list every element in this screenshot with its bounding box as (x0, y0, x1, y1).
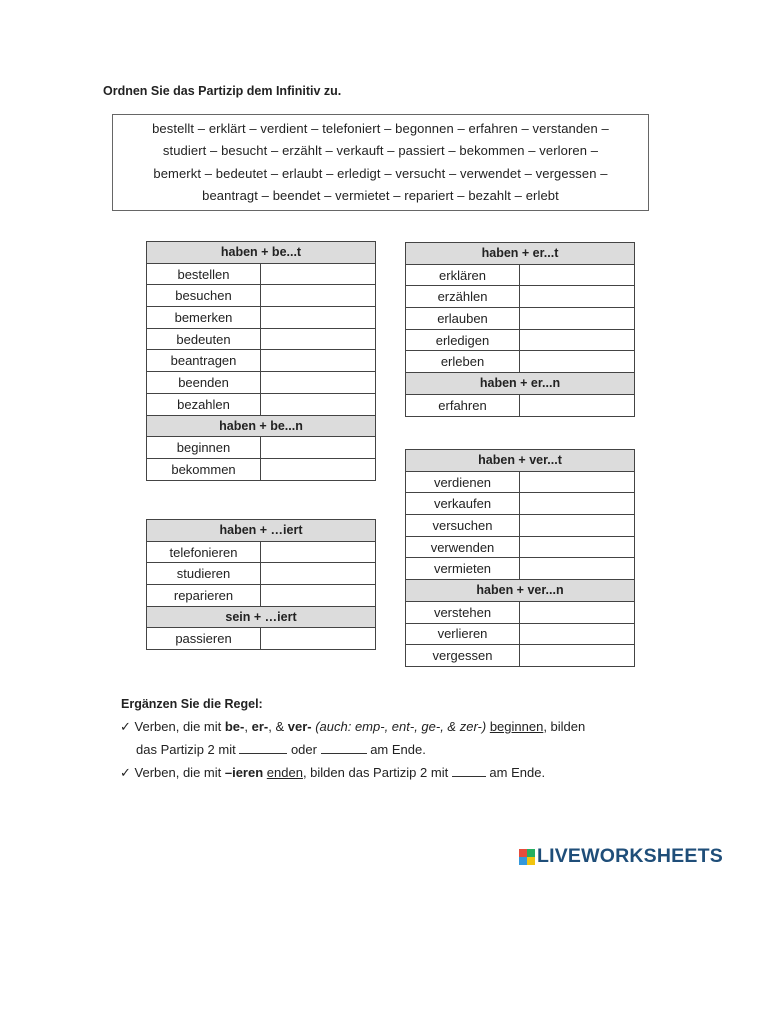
rule-text: , bilden das Partizip 2 mit (302, 765, 452, 780)
prefix-be: be- (224, 719, 245, 734)
answer-field[interactable] (261, 307, 376, 329)
table-header: sein + …iert (147, 606, 376, 628)
rule-text: Verben, die mit (130, 765, 225, 780)
answer-field[interactable] (261, 328, 376, 350)
table-row (147, 628, 376, 650)
logo-text: LIVEWORKSHEETS (537, 845, 723, 867)
infinitive-cell: verdienen (406, 471, 520, 493)
answer-field[interactable] (520, 601, 635, 623)
rule-text: am Ende. (366, 742, 426, 757)
blank-field[interactable] (452, 764, 486, 777)
table-row (406, 329, 635, 351)
rule-line-2 (120, 764, 545, 781)
table-ver-verbs (405, 449, 635, 667)
table-row (406, 623, 635, 645)
rule-line-1b (136, 741, 426, 757)
table-header: haben + be...t (147, 242, 376, 264)
answer-field[interactable] (261, 285, 376, 307)
infinitive-cell: erledigen (406, 329, 520, 351)
word-bank-line: beantragt – beendet – vermietet – repariert – bezahlt – erlebt (202, 188, 559, 203)
table-row (406, 536, 635, 558)
answer-field[interactable] (261, 458, 376, 480)
table-row (406, 308, 635, 330)
answer-field[interactable] (520, 645, 635, 667)
answer-field[interactable] (520, 471, 635, 493)
table-row (406, 394, 635, 416)
logo-icon (519, 849, 535, 865)
table-row (147, 541, 376, 563)
rule-text: Verben, die mit (130, 719, 225, 734)
infinitive-cell: bekommen (147, 458, 261, 480)
table-row (406, 264, 635, 286)
answer-field[interactable] (261, 372, 376, 394)
table-row (406, 515, 635, 537)
table-row (147, 372, 376, 394)
table-row (147, 585, 376, 607)
rule-text: , & (268, 719, 288, 734)
table-iert-verbs (146, 519, 376, 650)
table-row (406, 286, 635, 308)
table-row (406, 645, 635, 667)
rule-heading: Ergänzen Sie die Regel: (121, 697, 263, 711)
table-row (406, 601, 635, 623)
rule-text: , bilden (543, 719, 586, 734)
answer-field[interactable] (520, 264, 635, 286)
table-er-verbs (405, 242, 635, 417)
infinitive-cell: verstehen (406, 601, 520, 623)
infinitive-cell: verlieren (406, 623, 520, 645)
check-icon: ✓ (120, 719, 131, 734)
blank-field[interactable] (239, 741, 287, 754)
answer-field[interactable] (520, 351, 635, 373)
table-row (147, 437, 376, 459)
word-bank-line: studiert – besucht – erzählt – verkauft – passiert – bekommen – verloren – (162, 143, 599, 158)
infinitive-cell: passieren (147, 628, 261, 650)
rule-line-1 (120, 719, 585, 735)
answer-field[interactable] (261, 541, 376, 563)
answer-field[interactable] (261, 263, 376, 285)
word-bank (112, 114, 649, 211)
infinitive-cell: erklären (406, 264, 520, 286)
table-row (147, 307, 376, 329)
answer-field[interactable] (261, 628, 376, 650)
table-header: haben + ver...n (406, 580, 635, 602)
infinitive-cell: beginnen (147, 437, 261, 459)
table-header: haben + be...n (147, 415, 376, 437)
prefix-er: er- (251, 719, 269, 734)
answer-field[interactable] (520, 308, 635, 330)
word-bank-line: bestellt – erklärt – verdient – telefoniert – begonnen – erfahren – verstanden – (152, 120, 609, 136)
table-row (147, 458, 376, 480)
rule-text: am Ende. (485, 765, 546, 780)
table-header: haben + …iert (147, 520, 376, 542)
infinitive-cell: versuchen (406, 515, 520, 537)
infinitive-cell: bedeuten (147, 328, 261, 350)
infinitive-cell: verwenden (406, 536, 520, 558)
infinitive-cell: vermieten (406, 558, 520, 580)
answer-field[interactable] (261, 350, 376, 372)
infinitive-cell: besuchen (147, 285, 261, 307)
rule-parenthetical: (auch: emp-, ent-, ge-, & zer-) (311, 719, 487, 734)
table-row (147, 263, 376, 285)
prefix-ver: ver- (287, 719, 312, 734)
rule-underlined: beginnen (489, 719, 544, 734)
table-row (406, 493, 635, 515)
infinitive-cell: beenden (147, 372, 261, 394)
table-row (406, 351, 635, 373)
instruction-heading: Ordnen Sie das Partizip dem Infinitiv zu. (103, 84, 342, 98)
table-row (147, 285, 376, 307)
suffix-ieren: –ieren (224, 765, 264, 780)
table-row (406, 471, 635, 493)
infinitive-cell: vergessen (406, 645, 520, 667)
infinitive-cell: bezahlen (147, 393, 261, 415)
rule-text: , (244, 719, 252, 734)
answer-field[interactable] (520, 623, 635, 645)
rule-text: oder (287, 742, 321, 757)
infinitive-cell: reparieren (147, 585, 261, 607)
answer-field[interactable] (520, 558, 635, 580)
infinitive-cell: bemerken (147, 307, 261, 329)
infinitive-cell: erzählen (406, 286, 520, 308)
table-header: haben + er...n (406, 373, 635, 395)
check-icon: ✓ (120, 765, 131, 780)
rule-underlined: enden (266, 765, 303, 780)
table-row (147, 350, 376, 372)
answer-field[interactable] (520, 394, 635, 416)
table-row (147, 563, 376, 585)
rule-text: das Partizip 2 mit (136, 742, 240, 757)
infinitive-cell: erfahren (406, 394, 520, 416)
table-row (406, 558, 635, 580)
answer-field[interactable] (520, 536, 635, 558)
liveworksheets-logo (519, 845, 723, 868)
answer-field[interactable] (261, 437, 376, 459)
answer-field[interactable] (520, 515, 635, 537)
infinitive-cell: beantragen (147, 350, 261, 372)
table-row (147, 393, 376, 415)
table-row (147, 328, 376, 350)
infinitive-cell: studieren (147, 563, 261, 585)
answer-field[interactable] (520, 493, 635, 515)
table-be-verbs (146, 241, 376, 481)
infinitive-cell: telefonieren (147, 541, 261, 563)
table-header: haben + ver...t (406, 450, 635, 472)
answer-field[interactable] (520, 286, 635, 308)
answer-field[interactable] (520, 329, 635, 351)
word-bank-line: bemerkt – bedeutet – erlaubt – erledigt – versucht – verwendet – vergessen – (153, 165, 608, 181)
blank-field[interactable] (321, 741, 367, 754)
infinitive-cell: erlauben (406, 308, 520, 330)
table-header: haben + er...t (406, 243, 635, 265)
infinitive-cell: erleben (406, 351, 520, 373)
answer-field[interactable] (261, 563, 376, 585)
answer-field[interactable] (261, 393, 376, 415)
answer-field[interactable] (261, 585, 376, 607)
infinitive-cell: verkaufen (406, 493, 520, 515)
infinitive-cell: bestellen (147, 263, 261, 285)
